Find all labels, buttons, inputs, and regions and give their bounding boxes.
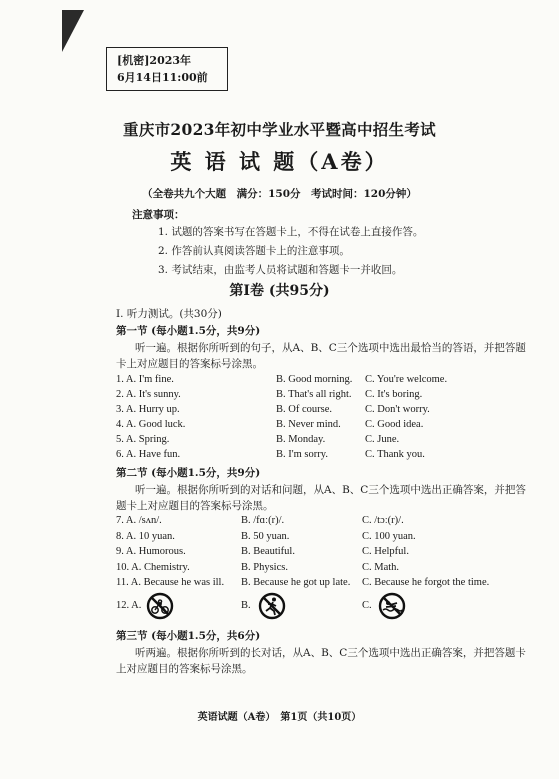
notice-item: 2. 作答前认真阅读答题卡上的注意事项。 [158, 245, 350, 257]
option-a: 10. A. Chemistry. [116, 561, 190, 573]
option-c: C. It's boring. [365, 389, 423, 400]
section1-instruction: 听一遍。根据你所听到的句子，从A、B、C三个选项中选出最恰当的答语，并把答题 [135, 342, 526, 354]
paper-title: 英 语 试 题（A卷） [170, 149, 389, 174]
option-a: 9. A. Humorous. [116, 546, 186, 557]
option-b: B. Physics. [241, 561, 288, 573]
option-a: 11. A. Because he was ill. [116, 577, 225, 588]
exam-title: 重庆市2023年初中学业水平暨高中招生考试 [123, 120, 436, 139]
option-c: C. Don't worry. [365, 404, 430, 415]
option-c: C. Math. [362, 561, 400, 573]
option-c: C. 100 yuan. [362, 530, 416, 542]
page-footer: 英语试题（A卷） 第1页（共10页） [197, 712, 362, 723]
notice-item: 1. 试题的答案书写在答题卡上，不得在试卷上直接作答。 [158, 226, 424, 238]
option-c: C. Good idea. [365, 419, 424, 430]
option-a: 3. A. Hurry up. [116, 404, 180, 415]
q12-option-a-label: 12. A. [116, 600, 142, 611]
option-b: B. Monday. [276, 434, 326, 445]
option-b: B. That's all right. [276, 389, 352, 400]
q12-option-c-label: C. [362, 600, 372, 611]
option-b: B. Because he got up late. [241, 577, 351, 588]
confidential-box [106, 47, 228, 91]
corner-mark [62, 10, 84, 52]
option-a: 2. A. It's sunny. [116, 389, 181, 400]
option-a: 7. A. /sʌn/. [116, 515, 162, 526]
section2-instruction: 听一遍。根据你所听到的对话和问题，从A、B、C三个选项中选出正确答案，并把答 [135, 484, 526, 496]
option-c: C. /tɔː(r)/. [362, 515, 404, 526]
section1-instruction-cont: 卡上对应题目的答案标号涂黑。 [116, 358, 263, 370]
option-b: B. Of course. [276, 404, 332, 415]
option-a: 1. A. I'm fine. [116, 374, 174, 385]
no-swimming-icon [378, 592, 406, 620]
option-c: C. You're welcome. [365, 374, 448, 385]
confidential-line1: [机密]2023年 [117, 54, 192, 67]
option-a: 5. A. Spring. [116, 434, 170, 445]
section1-title: 第一节 (每小题1.5分，共9分) [116, 325, 261, 337]
section2-instruction-cont: 题卡上对应题目的答案标号涂黑。 [116, 500, 274, 512]
notice-heading: 注意事项： [132, 209, 185, 221]
option-b: B. 50 yuan. [241, 530, 290, 542]
option-c: C. June. [365, 434, 400, 445]
no-running-icon [258, 592, 286, 620]
option-c: C. Thank you. [365, 449, 425, 460]
option-c: C. Helpful. [362, 546, 409, 557]
option-b: B. Never mind. [276, 419, 341, 430]
notice-item: 3. 考试结束，由监考人员将试题和答题卡一并收回。 [158, 264, 403, 276]
option-b: B. I'm sorry. [276, 449, 328, 460]
no-cycling-icon [146, 592, 174, 620]
section3-title: 第三节 (每小题1.5分，共6分) [116, 630, 261, 642]
confidential-line2: 6月14日11:00前 [117, 71, 208, 84]
option-b: B. /fɑː(r)/. [241, 515, 285, 526]
option-b: B. Good morning. [276, 374, 353, 385]
section3-instruction: 听两遍。根据你所听到的长对话，从A、B、C三个选项中选出正确答案，并把答题卡 [135, 647, 526, 659]
section2-title: 第二节 (每小题1.5分，共9分) [116, 467, 261, 479]
option-a: 4. A. Good luck. [116, 419, 186, 430]
section3-instruction-cont: 上对应题目的答案标号涂黑。 [116, 663, 253, 675]
option-c: C. Because he forgot the time. [362, 577, 490, 588]
part1-title: I. 听力测试。(共30分) [116, 308, 222, 320]
volume-heading: 第I卷 (共95分) [229, 283, 330, 299]
option-a: 8. A. 10 yuan. [116, 530, 175, 542]
exam-info: （全卷共九个大题 满分：150分 考试时间：120分钟） [142, 188, 417, 200]
option-a: 6. A. Have fun. [116, 449, 181, 460]
q12-option-b-label: B. [241, 600, 251, 611]
option-b: B. Beautiful. [241, 546, 295, 557]
